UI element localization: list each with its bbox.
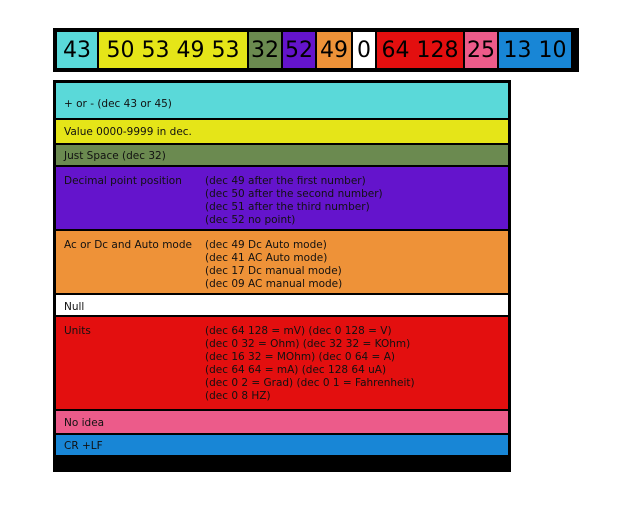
legend-row-units	[56, 315, 508, 409]
legend-row-decimal-point	[56, 165, 508, 229]
byte-cell-unknown: 25	[463, 32, 497, 68]
legend-table	[53, 80, 511, 472]
legend-row-details	[205, 325, 415, 403]
detail-line: (dec 52 no point)	[205, 214, 296, 226]
detail-line: (dec 64 64 = mA) (dec 128 64 uA)	[205, 364, 387, 376]
byte-cell-units: 64 128	[375, 32, 463, 68]
detail-line: (dec 41 AC Auto mode)	[205, 252, 328, 264]
detail-line: (dec 16 32 = MOhm) (dec 0 64 = A)	[205, 351, 395, 363]
detail-line: (dec 17 Dc manual mode)	[205, 265, 342, 277]
detail-line: (dec 0 2 = Grad) (dec 0 1 = Fahrenheit)	[205, 377, 415, 389]
byte-cell-null: 0	[351, 32, 375, 68]
legend-row-details	[205, 239, 342, 291]
legend-row-value	[56, 118, 508, 143]
detail-line: (dec 49 Dc Auto mode)	[205, 239, 327, 251]
detail-line: (dec 0 8 HZ)	[205, 390, 271, 402]
byte-cell-space: 32	[247, 32, 281, 68]
legend-row-sign	[56, 83, 508, 118]
legend-row-space	[56, 143, 508, 165]
byte-cell-sign: 43	[57, 32, 97, 68]
legend-row-label: Value 0000-9999 in dec.	[64, 126, 192, 138]
byte-cell-crlf: 13 10	[497, 32, 571, 68]
byte-cell-mode: 49	[315, 32, 351, 68]
byte-sequence-bar	[53, 28, 579, 72]
detail-line: (dec 64 128 = mV) (dec 0 128 = V)	[205, 325, 392, 337]
legend-row-mode	[56, 229, 508, 293]
legend-row-details	[205, 175, 383, 227]
legend-row-label: + or - (dec 43 or 45)	[64, 98, 172, 110]
detail-line: (dec 51 after the third number)	[205, 201, 370, 213]
legend-row-unknown	[56, 409, 508, 433]
legend-row-crlf	[56, 433, 508, 455]
legend-row-label: CR +LF	[64, 440, 103, 452]
legend-row-label: No idea	[64, 417, 105, 429]
detail-line: (dec 0 32 = Ohm) (dec 32 32 = KOhm)	[205, 338, 411, 350]
legend-row-label: Just Space (dec 32)	[64, 150, 166, 162]
detail-line: (dec 49 after the first number)	[205, 175, 366, 187]
byte-cell-value: 50 53 49 53	[97, 32, 247, 68]
detail-line: (dec 50 after the second number)	[205, 188, 383, 200]
detail-line: (dec 09 AC manual mode)	[205, 278, 343, 290]
legend-row-label: Units	[64, 325, 91, 337]
legend-row-label: Null	[64, 301, 85, 313]
byte-cell-decimal-point: 52	[281, 32, 315, 68]
legend-row-null	[56, 293, 508, 315]
legend-row-label: Decimal point position	[64, 175, 182, 187]
legend-row-label: Ac or Dc and Auto mode	[64, 239, 192, 251]
